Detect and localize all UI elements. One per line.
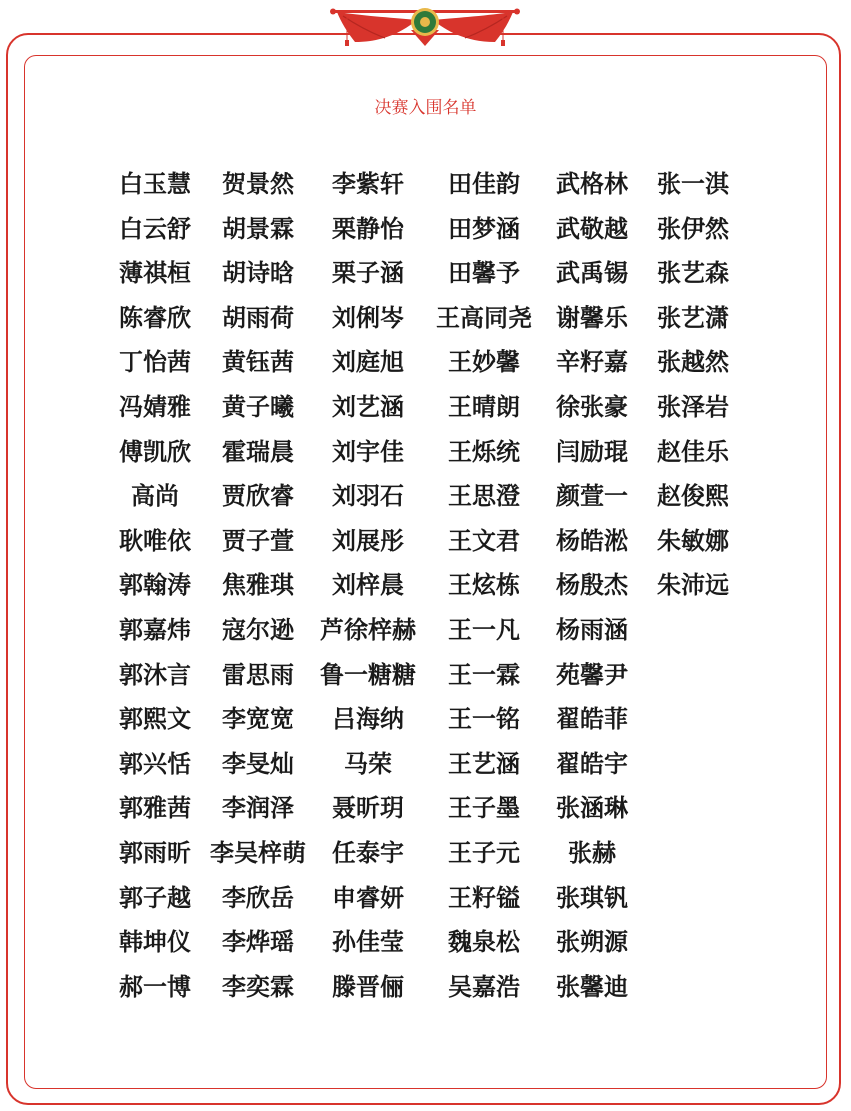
- finalist-name: 张赫: [568, 838, 616, 867]
- finalist-name: 翟皓宇: [556, 749, 628, 778]
- finalist-name: 刘羽石: [332, 482, 404, 511]
- finalist-name: 傅凯欣: [119, 437, 191, 466]
- finalist-name: 王子元: [448, 838, 520, 867]
- finalist-name: 杨雨涵: [556, 615, 628, 644]
- finalist-name: 薄祺桓: [119, 259, 191, 288]
- finalist-name: 赵俊熙: [657, 482, 729, 511]
- finalist-name: 王高同尧: [436, 303, 532, 332]
- finalist-name: 郭嘉炜: [119, 615, 191, 644]
- finalist-name: 徐张豪: [556, 392, 628, 421]
- finalist-name: 冯婧雅: [119, 392, 191, 421]
- finalist-name: 雷思雨: [222, 660, 294, 689]
- finalist-name: 王一铭: [448, 705, 520, 734]
- finalist-name: 刘宇佳: [332, 437, 404, 466]
- finalist-name: 王妙馨: [448, 348, 520, 377]
- finalist-name: 李吴梓萌: [210, 838, 306, 867]
- finalist-name: 任泰宇: [332, 838, 404, 867]
- finalist-name: 黄子曦: [222, 392, 294, 421]
- finalist-name: 李旻灿: [222, 749, 294, 778]
- finalist-name: 赵佳乐: [657, 437, 729, 466]
- finalist-name: 鲁一糖糖: [320, 660, 416, 689]
- finalist-name: 刘俐岑: [332, 303, 404, 332]
- finalist-name: 马荣: [344, 749, 392, 778]
- finalist-name: 武禹锡: [556, 259, 628, 288]
- finalist-name: 耿唯依: [119, 526, 191, 555]
- finalist-name: 张艺潇: [657, 303, 729, 332]
- finalist-name: 王晴朗: [448, 392, 520, 421]
- finalist-name: 焦雅琪: [222, 571, 294, 600]
- finalist-name: 陈睿欣: [119, 303, 191, 332]
- finalist-name: 黄钰茜: [222, 348, 294, 377]
- finalist-name: 滕晋俪: [332, 972, 404, 1001]
- finalist-name: 贾子萱: [222, 526, 294, 555]
- finalist-name: 白玉慧: [119, 170, 191, 198]
- finalist-name: 寇尔逊: [222, 615, 294, 644]
- finalist-name: 郭沐言: [119, 660, 191, 689]
- finalist-name: 杨殷杰: [556, 571, 628, 600]
- finalist-name: 武格林: [556, 170, 628, 198]
- finalist-name: 吕海纳: [332, 705, 404, 734]
- finalist-name: 胡诗晗: [222, 259, 294, 288]
- finalist-name: 朱敏娜: [657, 526, 729, 555]
- finalist-name: 芦徐梓赫: [320, 615, 416, 644]
- finalist-name: 孙佳莹: [332, 928, 404, 957]
- finalist-name: 郭子越: [119, 883, 191, 912]
- finalist-name: 杨皓淞: [556, 526, 628, 555]
- finalist-name: 李宽宽: [222, 705, 294, 734]
- finalist-name: 王烁统: [448, 437, 520, 466]
- finalist-name: 王一霖: [448, 660, 520, 689]
- finalist-name: 王一凡: [448, 615, 520, 644]
- finalist-name: 王文君: [448, 526, 520, 555]
- finalist-name: 翟皓菲: [556, 705, 628, 734]
- finalist-name: 张艺森: [657, 259, 729, 288]
- finalist-name: 郭兴恬: [119, 749, 191, 778]
- finalist-name: 李烨瑶: [222, 928, 294, 957]
- finalist-name: 高尚: [131, 482, 179, 511]
- finalist-name: 田梦涵: [448, 214, 520, 243]
- finalist-name: 胡景霖: [222, 214, 294, 243]
- finalist-name: 张越然: [657, 348, 729, 377]
- finalist-name: 王炫栋: [448, 571, 520, 600]
- finalist-name: 郭雨昕: [119, 838, 191, 867]
- finalist-name: 贺景然: [222, 170, 294, 198]
- finalist-name: 辛籽嘉: [556, 348, 628, 377]
- finalist-name: 张琪钒: [556, 883, 628, 912]
- finalist-name: 申睿妍: [332, 883, 404, 912]
- finalist-name: 栗静怡: [332, 214, 404, 243]
- finalist-name: 李紫轩: [332, 170, 404, 198]
- finalist-name: 霍瑞晨: [222, 437, 294, 466]
- finalist-name: 闫励琨: [556, 437, 628, 466]
- finalist-name: 白云舒: [119, 214, 191, 243]
- finalist-name: 李奕霖: [222, 972, 294, 1001]
- finalist-name: 刘展彤: [332, 526, 404, 555]
- finalist-name: 刘庭旭: [332, 348, 404, 377]
- finalist-name: 吴嘉浩: [448, 972, 520, 1001]
- finalist-name: 刘梓晨: [332, 571, 404, 600]
- finalist-name: 王籽镒: [448, 883, 520, 912]
- finalist-name: 张泽岩: [657, 392, 729, 421]
- finalist-name: 张一淇: [657, 170, 729, 198]
- name-column: [303, 162, 433, 1009]
- finalist-name: 颜萱一: [556, 482, 628, 511]
- finalist-name: 武敬越: [556, 214, 628, 243]
- finalist-name: 王思澄: [448, 482, 520, 511]
- finalist-name: 谢馨乐: [556, 303, 628, 332]
- finalist-name: 胡雨荷: [222, 303, 294, 332]
- finalist-name: 贾欣睿: [222, 482, 294, 511]
- finalist-name: 聂昕玥: [332, 794, 404, 823]
- page-title: 决赛入围名单: [374, 98, 477, 118]
- finalist-name: 朱沛远: [657, 571, 729, 600]
- finalist-name: 张伊然: [657, 214, 729, 243]
- finalist-name: 栗子涵: [332, 259, 404, 288]
- finalist-name: 张馨迪: [556, 972, 628, 1001]
- finalist-name: 刘艺涵: [332, 392, 404, 421]
- finalist-name: 郭雅茜: [119, 794, 191, 823]
- finalist-name: 魏泉松: [448, 928, 520, 957]
- finalist-name: 田馨予: [448, 259, 520, 288]
- finalist-name: 王子墨: [448, 794, 520, 823]
- finalist-name: 田佳韵: [448, 170, 520, 198]
- finalist-name: 郭翰涛: [119, 571, 191, 600]
- finalist-name: 李欣岳: [222, 883, 294, 912]
- finalist-name: 韩坤仪: [119, 928, 191, 957]
- finalist-name: 丁怡茜: [119, 348, 191, 377]
- name-column: [628, 162, 758, 608]
- finalist-name: 张朔源: [556, 928, 628, 957]
- finalist-name: 张涵琳: [556, 794, 628, 823]
- finalist-name: 郝一博: [119, 972, 191, 1001]
- finalist-name: 郭熙文: [119, 705, 191, 734]
- finalist-name: 李润泽: [222, 794, 294, 823]
- finalist-name: 王艺涵: [448, 749, 520, 778]
- finalist-name: 苑馨尹: [556, 660, 628, 689]
